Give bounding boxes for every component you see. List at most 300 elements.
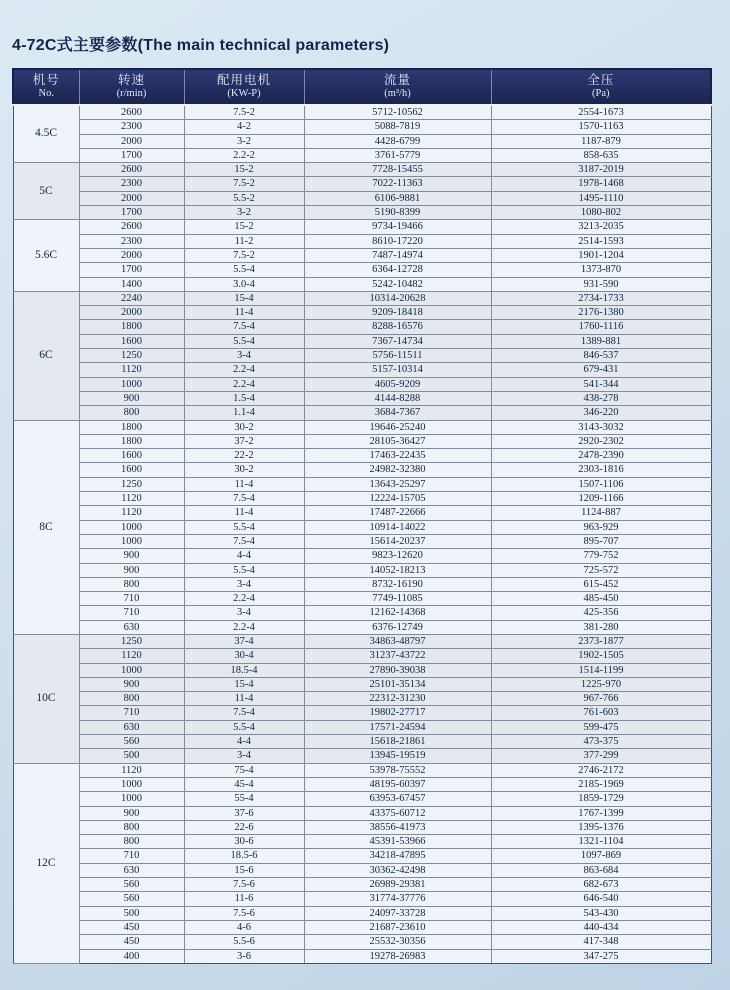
flow-cell: 17487-22666 xyxy=(304,506,491,520)
table-row xyxy=(13,349,711,363)
speed-cell: 2600 xyxy=(79,105,184,120)
pressure-cell: 858-635 xyxy=(491,148,711,162)
table-row xyxy=(13,892,711,906)
motor-cell: 2.2-4 xyxy=(184,363,304,377)
pressure-cell: 1859-1729 xyxy=(491,792,711,806)
motor-cell: 7.5-4 xyxy=(184,492,304,506)
speed-cell: 2300 xyxy=(79,177,184,191)
table-row xyxy=(13,234,711,248)
table-row xyxy=(13,134,711,148)
flow-cell: 8732-16190 xyxy=(304,577,491,591)
motor-cell: 5.5-4 xyxy=(184,563,304,577)
pressure-cell: 967-766 xyxy=(491,692,711,706)
motor-cell: 18.5-4 xyxy=(184,663,304,677)
column-header-flow: 流量 (m³/h) xyxy=(304,69,491,105)
flow-cell: 5756-11511 xyxy=(304,349,491,363)
pressure-cell: 1209-1166 xyxy=(491,492,711,506)
speed-cell: 1120 xyxy=(79,363,184,377)
motor-cell: 30-2 xyxy=(184,463,304,477)
motor-cell: 5.5-4 xyxy=(184,720,304,734)
speed-cell: 2000 xyxy=(79,248,184,262)
pressure-cell: 1097-869 xyxy=(491,849,711,863)
motor-cell: 45-4 xyxy=(184,777,304,791)
motor-cell: 11-4 xyxy=(184,477,304,491)
flow-cell: 12224-15705 xyxy=(304,492,491,506)
pressure-cell: 1760-1116 xyxy=(491,320,711,334)
speed-cell: 1600 xyxy=(79,463,184,477)
table-row xyxy=(13,120,711,134)
speed-cell: 800 xyxy=(79,692,184,706)
motor-cell: 22-6 xyxy=(184,820,304,834)
model-number-cell: 8C xyxy=(13,420,79,634)
speed-cell: 1120 xyxy=(79,506,184,520)
flow-cell: 8610-17220 xyxy=(304,234,491,248)
speed-cell: 1120 xyxy=(79,492,184,506)
pressure-cell: 679-431 xyxy=(491,363,711,377)
flow-cell: 15618-21861 xyxy=(304,735,491,749)
flow-cell: 4144-8288 xyxy=(304,391,491,405)
motor-cell: 4-4 xyxy=(184,735,304,749)
pressure-cell: 3187-2019 xyxy=(491,163,711,177)
speed-cell: 1000 xyxy=(79,777,184,791)
flow-cell: 8288-16576 xyxy=(304,320,491,334)
table-row xyxy=(13,820,711,834)
table-row xyxy=(13,434,711,448)
table-row xyxy=(13,220,711,234)
speed-cell: 450 xyxy=(79,920,184,934)
motor-cell: 5.5-4 xyxy=(184,263,304,277)
motor-cell: 30-4 xyxy=(184,649,304,663)
table-row xyxy=(13,506,711,520)
pressure-cell: 2554-1673 xyxy=(491,105,711,120)
table-row xyxy=(13,649,711,663)
speed-cell: 900 xyxy=(79,549,184,563)
motor-cell: 15-2 xyxy=(184,163,304,177)
pressure-cell: 1389-881 xyxy=(491,334,711,348)
speed-cell: 1800 xyxy=(79,434,184,448)
speed-cell: 900 xyxy=(79,677,184,691)
flow-cell: 6106-9881 xyxy=(304,191,491,205)
speed-cell: 2300 xyxy=(79,120,184,134)
pressure-cell: 1225-970 xyxy=(491,677,711,691)
page-title-en: (The main technical parameters) xyxy=(137,37,390,54)
table-row xyxy=(13,277,711,291)
speed-cell: 1800 xyxy=(79,320,184,334)
flow-cell: 27890-39038 xyxy=(304,663,491,677)
pressure-cell: 895-707 xyxy=(491,534,711,548)
speed-cell: 2240 xyxy=(79,291,184,305)
table-row xyxy=(13,291,711,305)
table-header xyxy=(13,69,711,105)
speed-cell: 1600 xyxy=(79,334,184,348)
pressure-cell: 615-452 xyxy=(491,577,711,591)
table-row xyxy=(13,677,711,691)
table-row xyxy=(13,906,711,920)
pressure-cell: 1395-1376 xyxy=(491,820,711,834)
motor-cell: 2.2-4 xyxy=(184,592,304,606)
pressure-cell: 377-299 xyxy=(491,749,711,763)
speed-cell: 500 xyxy=(79,906,184,920)
motor-cell: 4-6 xyxy=(184,920,304,934)
table-row xyxy=(13,391,711,405)
speed-cell: 2300 xyxy=(79,234,184,248)
motor-cell: 11-2 xyxy=(184,234,304,248)
pressure-cell: 1902-1505 xyxy=(491,649,711,663)
flow-cell: 24982-32380 xyxy=(304,463,491,477)
flow-cell: 7728-15455 xyxy=(304,163,491,177)
speed-cell: 710 xyxy=(79,706,184,720)
pressure-cell: 3143-3032 xyxy=(491,420,711,434)
table-row xyxy=(13,620,711,634)
pressure-cell: 1767-1399 xyxy=(491,806,711,820)
speed-cell: 2600 xyxy=(79,163,184,177)
pressure-cell: 1570-1163 xyxy=(491,120,711,134)
table-row xyxy=(13,492,711,506)
motor-cell: 7.5-4 xyxy=(184,534,304,548)
flow-cell: 14052-18213 xyxy=(304,563,491,577)
motor-cell: 7.5-6 xyxy=(184,878,304,892)
table-row xyxy=(13,148,711,162)
table-row xyxy=(13,763,711,777)
motor-cell: 7.5-2 xyxy=(184,105,304,120)
speed-cell: 400 xyxy=(79,949,184,963)
motor-cell: 11-4 xyxy=(184,306,304,320)
motor-cell: 15-4 xyxy=(184,291,304,305)
flow-cell: 7022-11363 xyxy=(304,177,491,191)
table-row xyxy=(13,592,711,606)
speed-cell: 1800 xyxy=(79,420,184,434)
column-header-speed: 转速 (r/min) xyxy=(79,69,184,105)
pressure-cell: 1373-870 xyxy=(491,263,711,277)
speed-cell: 800 xyxy=(79,577,184,591)
motor-cell: 18.5-6 xyxy=(184,849,304,863)
pressure-cell: 599-475 xyxy=(491,720,711,734)
motor-cell: 5.5-6 xyxy=(184,935,304,949)
motor-cell: 30-6 xyxy=(184,835,304,849)
table-row xyxy=(13,320,711,334)
flow-cell: 12162-14368 xyxy=(304,606,491,620)
table-row xyxy=(13,949,711,963)
flow-cell: 10314-20628 xyxy=(304,291,491,305)
motor-cell: 11-6 xyxy=(184,892,304,906)
table-row xyxy=(13,749,711,763)
motor-cell: 7.5-6 xyxy=(184,906,304,920)
table-row xyxy=(13,248,711,262)
pressure-cell: 1080-802 xyxy=(491,206,711,220)
speed-cell: 560 xyxy=(79,878,184,892)
speed-cell: 1250 xyxy=(79,349,184,363)
speed-cell: 800 xyxy=(79,835,184,849)
pressure-cell: 863-684 xyxy=(491,863,711,877)
column-header-model: 机号 No. xyxy=(13,69,79,105)
pressure-cell: 1901-1204 xyxy=(491,248,711,262)
speed-cell: 1000 xyxy=(79,520,184,534)
column-header-pressure: 全压 (Pa) xyxy=(491,69,711,105)
motor-cell: 3-2 xyxy=(184,206,304,220)
table-row xyxy=(13,663,711,677)
flow-cell: 4428-6799 xyxy=(304,134,491,148)
motor-cell: 4-2 xyxy=(184,120,304,134)
flow-cell: 19802-27717 xyxy=(304,706,491,720)
pressure-cell: 1187-879 xyxy=(491,134,711,148)
table-row xyxy=(13,935,711,949)
table-row xyxy=(13,363,711,377)
motor-cell: 2.2-2 xyxy=(184,148,304,162)
speed-cell: 900 xyxy=(79,391,184,405)
pressure-cell: 779-752 xyxy=(491,549,711,563)
motor-cell: 3-4 xyxy=(184,349,304,363)
motor-cell: 3-6 xyxy=(184,949,304,963)
flow-cell: 7749-11085 xyxy=(304,592,491,606)
speed-cell: 500 xyxy=(79,749,184,763)
speed-cell: 800 xyxy=(79,406,184,420)
speed-cell: 2000 xyxy=(79,191,184,205)
pressure-cell: 473-375 xyxy=(491,735,711,749)
flow-cell: 30362-42498 xyxy=(304,863,491,877)
pressure-cell: 543-430 xyxy=(491,906,711,920)
flow-cell: 38556-41973 xyxy=(304,820,491,834)
flow-cell: 21687-23610 xyxy=(304,920,491,934)
motor-cell: 3.0-4 xyxy=(184,277,304,291)
pressure-cell: 541-344 xyxy=(491,377,711,391)
motor-cell: 3-4 xyxy=(184,606,304,620)
motor-cell: 7.5-2 xyxy=(184,177,304,191)
table-row xyxy=(13,105,711,120)
table-row xyxy=(13,206,711,220)
table-row xyxy=(13,735,711,749)
speed-cell: 1700 xyxy=(79,206,184,220)
flow-cell: 9734-19466 xyxy=(304,220,491,234)
pressure-cell: 1124-887 xyxy=(491,506,711,520)
flow-cell: 3761-5779 xyxy=(304,148,491,162)
pressure-cell: 347-275 xyxy=(491,949,711,963)
table-row xyxy=(13,420,711,434)
motor-cell: 55-4 xyxy=(184,792,304,806)
flow-cell: 17571-24594 xyxy=(304,720,491,734)
speed-cell: 1700 xyxy=(79,148,184,162)
motor-cell: 7.5-4 xyxy=(184,706,304,720)
table-row xyxy=(13,534,711,548)
flow-cell: 34218-47895 xyxy=(304,849,491,863)
pressure-cell: 2746-2172 xyxy=(491,763,711,777)
flow-cell: 24097-33728 xyxy=(304,906,491,920)
flow-cell: 15614-20237 xyxy=(304,534,491,548)
speed-cell: 2000 xyxy=(79,134,184,148)
motor-cell: 2.2-4 xyxy=(184,377,304,391)
speed-cell: 710 xyxy=(79,849,184,863)
flow-cell: 7487-14974 xyxy=(304,248,491,262)
table-row xyxy=(13,606,711,620)
flow-cell: 7367-14734 xyxy=(304,334,491,348)
table-row xyxy=(13,706,711,720)
flow-cell: 6376-12749 xyxy=(304,620,491,634)
pressure-cell: 2734-1733 xyxy=(491,291,711,305)
speed-cell: 900 xyxy=(79,563,184,577)
model-number-cell: 12C xyxy=(13,763,79,963)
column-header-motor: 配用电机 (KW-P) xyxy=(184,69,304,105)
flow-cell: 4605-9209 xyxy=(304,377,491,391)
speed-cell: 1120 xyxy=(79,763,184,777)
flow-cell: 31237-43722 xyxy=(304,649,491,663)
speed-cell: 710 xyxy=(79,606,184,620)
page-title-zh: 4-72C式主要参数 xyxy=(12,37,138,54)
pressure-cell: 646-540 xyxy=(491,892,711,906)
motor-cell: 5.5-4 xyxy=(184,520,304,534)
table-row xyxy=(13,563,711,577)
motor-cell: 11-4 xyxy=(184,692,304,706)
motor-cell: 7.5-2 xyxy=(184,248,304,262)
flow-cell: 9209-18418 xyxy=(304,306,491,320)
motor-cell: 15-4 xyxy=(184,677,304,691)
pressure-cell: 346-220 xyxy=(491,406,711,420)
table-row xyxy=(13,835,711,849)
flow-cell: 13643-25297 xyxy=(304,477,491,491)
table-row xyxy=(13,177,711,191)
motor-cell: 15-6 xyxy=(184,863,304,877)
flow-cell: 43375-60712 xyxy=(304,806,491,820)
flow-cell: 19278-26983 xyxy=(304,949,491,963)
pressure-cell: 963-929 xyxy=(491,520,711,534)
table-row xyxy=(13,549,711,563)
table-row xyxy=(13,692,711,706)
motor-cell: 15-2 xyxy=(184,220,304,234)
pressure-cell: 2920-2302 xyxy=(491,434,711,448)
flow-cell: 13945-19519 xyxy=(304,749,491,763)
speed-cell: 560 xyxy=(79,892,184,906)
table-body xyxy=(13,105,711,963)
motor-cell: 3-4 xyxy=(184,577,304,591)
flow-cell: 48195-60397 xyxy=(304,777,491,791)
pressure-cell: 846-537 xyxy=(491,349,711,363)
flow-cell: 25532-30356 xyxy=(304,935,491,949)
pressure-cell: 1507-1106 xyxy=(491,477,711,491)
table-row xyxy=(13,849,711,863)
flow-cell: 9823-12620 xyxy=(304,549,491,563)
model-number-cell: 4.5C xyxy=(13,105,79,163)
speed-cell: 1250 xyxy=(79,634,184,648)
pressure-cell: 1978-1468 xyxy=(491,177,711,191)
table-row xyxy=(13,477,711,491)
table-row xyxy=(13,263,711,277)
parameters-table xyxy=(12,68,712,964)
motor-cell: 30-2 xyxy=(184,420,304,434)
model-number-cell: 5C xyxy=(13,163,79,220)
pressure-cell: 381-280 xyxy=(491,620,711,634)
table-row xyxy=(13,792,711,806)
flow-cell: 25101-35134 xyxy=(304,677,491,691)
motor-cell: 2.2-4 xyxy=(184,620,304,634)
flow-cell: 31774-37776 xyxy=(304,892,491,906)
flow-cell: 22312-31230 xyxy=(304,692,491,706)
speed-cell: 900 xyxy=(79,806,184,820)
pressure-cell: 440-434 xyxy=(491,920,711,934)
pressure-cell: 1321-1104 xyxy=(491,835,711,849)
speed-cell: 560 xyxy=(79,735,184,749)
motor-cell: 1.5-4 xyxy=(184,391,304,405)
flow-cell: 6364-12728 xyxy=(304,263,491,277)
table-row xyxy=(13,577,711,591)
table-row xyxy=(13,191,711,205)
pressure-cell: 2176-1380 xyxy=(491,306,711,320)
speed-cell: 1700 xyxy=(79,263,184,277)
speed-cell: 1120 xyxy=(79,649,184,663)
pressure-cell: 417-348 xyxy=(491,935,711,949)
model-number-cell: 10C xyxy=(13,634,79,763)
flow-cell: 5190-8399 xyxy=(304,206,491,220)
pressure-cell: 2303-1816 xyxy=(491,463,711,477)
table-row xyxy=(13,634,711,648)
flow-cell: 63953-67457 xyxy=(304,792,491,806)
motor-cell: 5.5-2 xyxy=(184,191,304,205)
speed-cell: 1000 xyxy=(79,663,184,677)
table-row xyxy=(13,520,711,534)
flow-cell: 5242-10482 xyxy=(304,277,491,291)
flow-cell: 5712-10562 xyxy=(304,105,491,120)
flow-cell: 5157-10314 xyxy=(304,363,491,377)
flow-cell: 19646-25240 xyxy=(304,420,491,434)
motor-cell: 37-4 xyxy=(184,634,304,648)
table-row xyxy=(13,163,711,177)
table-row xyxy=(13,863,711,877)
table-row xyxy=(13,449,711,463)
pressure-cell: 1514-1199 xyxy=(491,663,711,677)
flow-cell: 34863-48797 xyxy=(304,634,491,648)
motor-cell: 5.5-4 xyxy=(184,334,304,348)
speed-cell: 2000 xyxy=(79,306,184,320)
motor-cell: 37-2 xyxy=(184,434,304,448)
speed-cell: 710 xyxy=(79,592,184,606)
speed-cell: 1600 xyxy=(79,449,184,463)
speed-cell: 450 xyxy=(79,935,184,949)
pressure-cell: 725-572 xyxy=(491,563,711,577)
model-number-cell: 6C xyxy=(13,291,79,420)
speed-cell: 1000 xyxy=(79,792,184,806)
pressure-cell: 2185-1969 xyxy=(491,777,711,791)
table-row xyxy=(13,777,711,791)
pressure-cell: 2373-1877 xyxy=(491,634,711,648)
model-number-cell: 5.6C xyxy=(13,220,79,291)
pressure-cell: 2478-2390 xyxy=(491,449,711,463)
flow-cell: 26989-29381 xyxy=(304,878,491,892)
pressure-cell: 438-278 xyxy=(491,391,711,405)
speed-cell: 630 xyxy=(79,620,184,634)
flow-cell: 28105-36427 xyxy=(304,434,491,448)
speed-cell: 630 xyxy=(79,863,184,877)
pressure-cell: 3213-2035 xyxy=(491,220,711,234)
speed-cell: 1400 xyxy=(79,277,184,291)
speed-cell: 2600 xyxy=(79,220,184,234)
pressure-cell: 931-590 xyxy=(491,277,711,291)
motor-cell: 1.1-4 xyxy=(184,406,304,420)
table-row xyxy=(13,920,711,934)
table-row xyxy=(13,878,711,892)
flow-cell: 5088-7819 xyxy=(304,120,491,134)
motor-cell: 4-4 xyxy=(184,549,304,563)
pressure-cell: 761-603 xyxy=(491,706,711,720)
flow-cell: 3684-7367 xyxy=(304,406,491,420)
motor-cell: 3-2 xyxy=(184,134,304,148)
table-row xyxy=(13,720,711,734)
flow-cell: 10914-14022 xyxy=(304,520,491,534)
motor-cell: 7.5-4 xyxy=(184,320,304,334)
pressure-cell: 682-673 xyxy=(491,878,711,892)
page-title xyxy=(12,32,389,55)
speed-cell: 1250 xyxy=(79,477,184,491)
motor-cell: 22-2 xyxy=(184,449,304,463)
table-row xyxy=(13,406,711,420)
pressure-cell: 2514-1593 xyxy=(491,234,711,248)
motor-cell: 75-4 xyxy=(184,763,304,777)
